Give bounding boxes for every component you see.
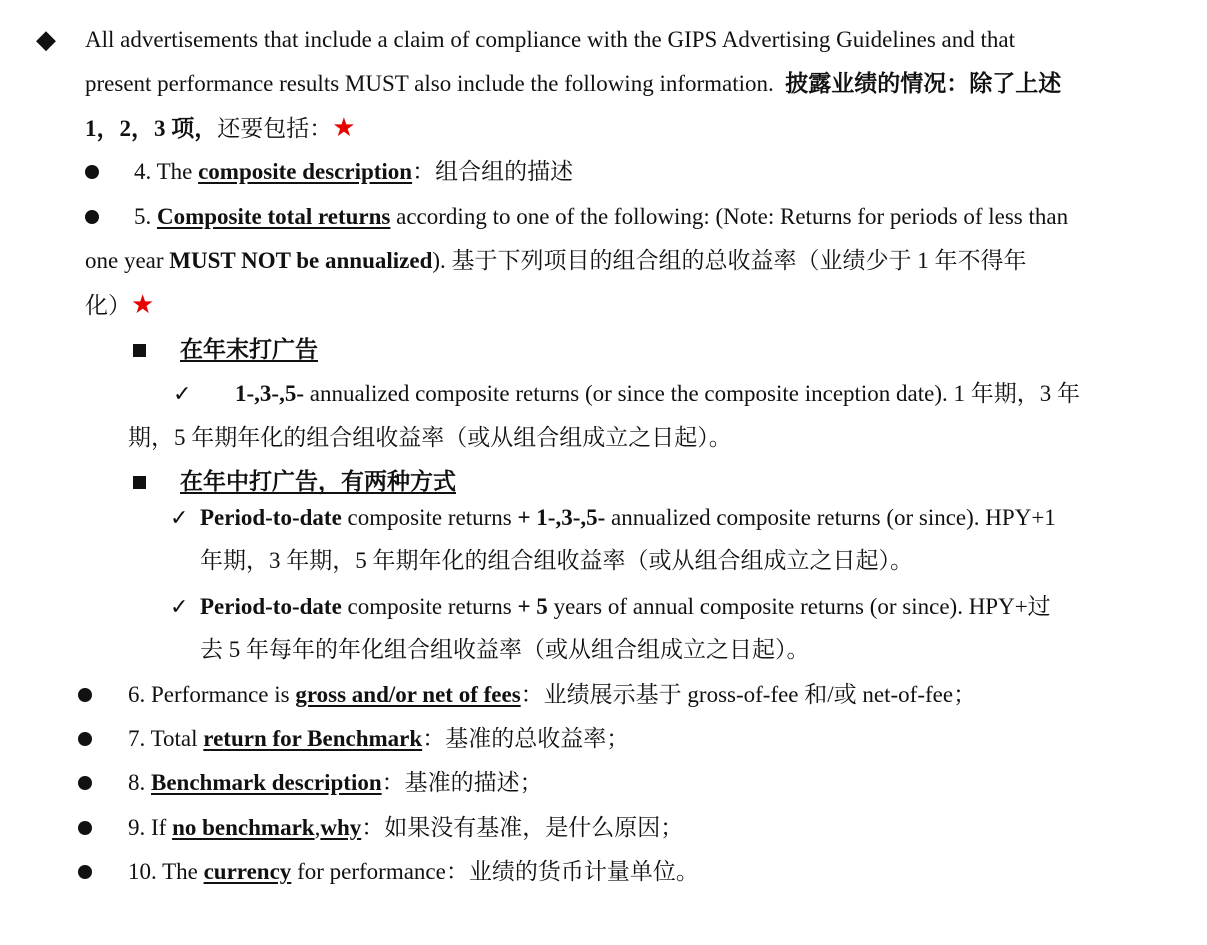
round-bullet-icon	[78, 680, 92, 710]
item-4: 4. The composite description：组合组的描述	[134, 159, 574, 184]
year-end-line-1: 1-,3-,5- annualized composite returns (or since the composite inception date). 1 年期，3 年	[235, 381, 1081, 406]
item-5-line-1: 5. Composite total returns according to one of the following: (Note: Returns for periods of less than	[134, 204, 1069, 229]
star-icon: ★	[131, 290, 155, 319]
checkmark-icon: ✓	[170, 594, 189, 619]
round-bullet-icon	[85, 157, 99, 187]
item-8: 8. Benchmark description：基准的描述；	[128, 770, 543, 795]
mid-year-heading: 在年中打广告，有两种方式	[180, 469, 456, 494]
round-bullet-icon	[78, 813, 92, 843]
item-10: 10. The currency for performance：业绩的货币计量单位。	[128, 859, 699, 884]
year-end-heading: 在年末打广告	[180, 337, 318, 362]
round-bullet-icon	[78, 768, 92, 798]
intro-line-3: 1，2，3 项，还要包括：★	[85, 113, 356, 142]
mid-year-option-1-line-1: Period-to-date composite returns + 1-,3-,5- annualized composite returns (or since). HPY+1	[200, 505, 1056, 530]
mid-year-option-2-line-2: 去 5 年每年的年化组合组收益率（或从组合组成立之日起）。	[200, 637, 810, 662]
round-bullet-icon	[85, 202, 99, 232]
checkmark-icon: ✓	[173, 381, 192, 406]
square-bullet-icon	[133, 467, 146, 497]
intro-line-2: present performance results MUST also include the following information. 披露业绩的情况：除了上述	[85, 71, 1062, 96]
round-bullet-icon	[78, 724, 92, 754]
checkmark-icon: ✓	[170, 505, 189, 530]
item-7: 7. Total return for Benchmark：基准的总收益率；	[128, 726, 630, 751]
diamond-bullet-icon: ◆	[36, 25, 56, 54]
intro-line-1: All advertisements that include a claim of compliance with the GIPS Advertising Guidelines and that	[85, 27, 1016, 52]
year-end-line-2: 期，5 年期年化的组合组收益率（或从组合组成立之日起）。	[128, 425, 732, 450]
item-5-line-2: one year MUST NOT be annualized). 基于下列项目的组合组的总收益率（业绩少于 1 年不得年	[85, 248, 1027, 273]
square-bullet-icon	[133, 335, 146, 365]
mid-year-option-2-line-1: Period-to-date composite returns + 5 years of annual composite returns (or since). HPY+过	[200, 594, 1051, 619]
item-9: 9. If no benchmark,why：如果没有基准，是什么原因；	[128, 815, 684, 840]
round-bullet-icon	[78, 857, 92, 887]
item-6: 6. Performance is gross and/or net of fees：业绩展示基于 gross-of-fee 和/或 net-of-fee；	[128, 682, 977, 707]
star-icon: ★	[332, 113, 356, 142]
mid-year-option-1-line-2: 年期，3 年期，5 年期年化的组合组收益率（或从组合组成立之日起）。	[200, 548, 913, 573]
item-5-line-3: 化）★	[85, 290, 155, 319]
